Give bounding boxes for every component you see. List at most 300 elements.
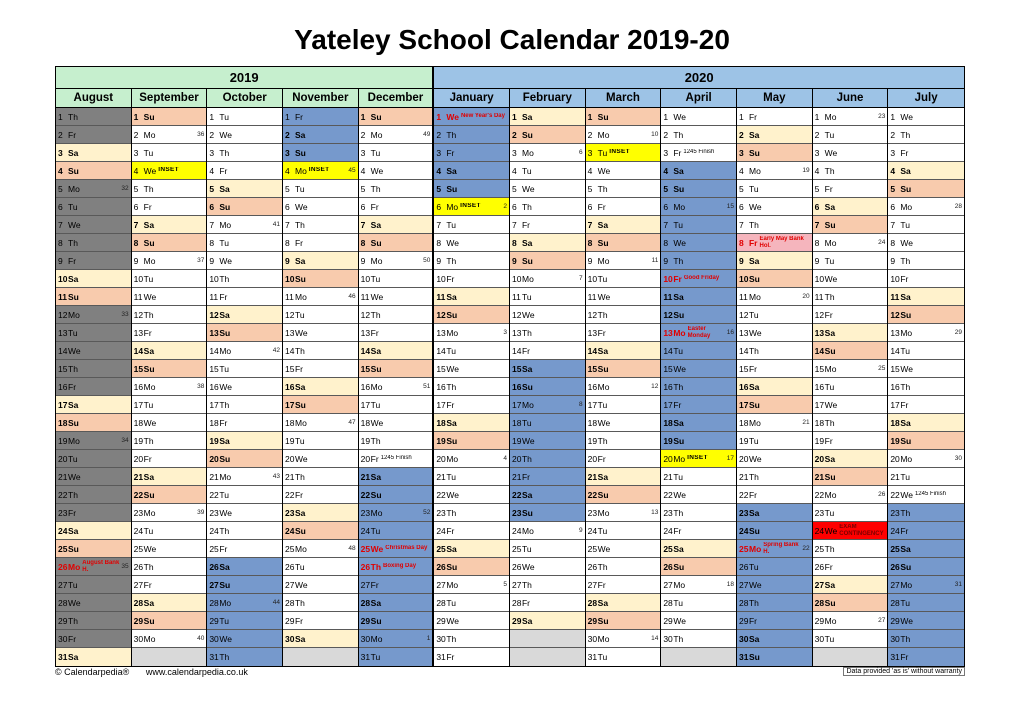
- weekday-abbrev: Su: [68, 291, 79, 302]
- weekday-abbrev: Fr: [294, 363, 304, 374]
- weekday-abbrev: Su: [294, 147, 306, 158]
- weekday-abbrev: Fr: [370, 327, 379, 338]
- day-number: 25: [738, 543, 749, 554]
- day-cell: [813, 342, 888, 360]
- weekday-abbrev: Th: [68, 489, 78, 500]
- day-cell: [510, 540, 585, 558]
- weekday-abbrev: Mo: [900, 579, 913, 590]
- weekday-abbrev: Th: [68, 363, 78, 374]
- day-cell: [510, 360, 585, 378]
- week-number: 43: [272, 473, 280, 480]
- weekday-abbrev: Th: [900, 255, 911, 266]
- day-number: 3: [738, 147, 744, 158]
- day-number: 12: [58, 309, 68, 320]
- day-cell: [434, 216, 509, 234]
- weekday-abbrev: Sa: [446, 291, 457, 302]
- weekday-abbrev: Su: [143, 111, 155, 122]
- day-number: 9: [738, 255, 744, 266]
- weekday-abbrev: Mo: [219, 471, 232, 482]
- day-number: 25: [360, 543, 371, 554]
- week-number: 37: [197, 257, 205, 264]
- day-cell: [207, 252, 282, 270]
- weekday-abbrev: Fr: [143, 201, 152, 212]
- day-cell: [56, 378, 131, 396]
- day-number: 10: [360, 273, 371, 284]
- weekday-abbrev: Th: [521, 327, 532, 338]
- day-cell: [283, 198, 358, 216]
- weekday-abbrev: Tu: [219, 237, 229, 248]
- day-number: 11: [436, 291, 446, 302]
- day-number: 14: [360, 345, 371, 356]
- day-cell: [56, 180, 131, 198]
- day-number: 7: [663, 219, 669, 230]
- day-number: 20: [511, 453, 522, 464]
- day-cell: [283, 288, 358, 306]
- weekday-abbrev: Sa: [900, 165, 911, 176]
- day-number: 29: [511, 615, 522, 626]
- day-number: 10: [436, 273, 446, 284]
- day-number: 29: [209, 615, 219, 626]
- day-number: 3: [814, 147, 820, 158]
- weekday-abbrev: Mo: [521, 147, 534, 158]
- day-number: 14: [587, 345, 598, 356]
- weekday-abbrev: Tu: [294, 309, 305, 320]
- month-header: November: [283, 89, 358, 108]
- day-number: 5: [284, 183, 290, 194]
- day-cell: [586, 126, 661, 144]
- week-number: 14: [651, 635, 659, 642]
- day-note: 1245 Finish: [380, 455, 412, 462]
- weekday-abbrev: Tu: [143, 525, 154, 536]
- day-number: 25: [890, 543, 900, 554]
- weekday-abbrev: We: [143, 291, 157, 302]
- day-cell: [586, 180, 661, 198]
- day-number: 10: [738, 273, 749, 284]
- week-number: 28: [954, 203, 962, 210]
- day-number: 23: [814, 507, 825, 518]
- day-number: 7: [890, 219, 896, 230]
- weekday-abbrev: Sa: [597, 597, 609, 608]
- day-number: 29: [58, 615, 68, 626]
- day-cell: [434, 486, 509, 504]
- weekday-abbrev: Fr: [748, 111, 758, 122]
- day-number: 5: [436, 183, 442, 194]
- day-number: 11: [890, 291, 900, 302]
- weekday-abbrev: Th: [748, 345, 759, 356]
- day-cell: [207, 414, 282, 432]
- weekday-abbrev: Th: [294, 219, 305, 230]
- day-number: 21: [133, 471, 144, 482]
- day-number: 24: [663, 525, 673, 536]
- day-cell: [661, 360, 736, 378]
- day-cell: [586, 216, 661, 234]
- weekday-abbrev: Tu: [294, 183, 305, 194]
- weekday-abbrev: Sa: [446, 165, 457, 176]
- day-number: 21: [284, 471, 295, 482]
- day-number: 5: [360, 183, 366, 194]
- week-number: 27: [878, 617, 886, 624]
- weekday-abbrev: Th: [900, 129, 911, 140]
- weekday-abbrev: Tu: [446, 219, 456, 230]
- day-number: 21: [58, 471, 68, 482]
- weekday-abbrev: Mo: [446, 201, 459, 212]
- weekday-abbrev: Fr: [900, 399, 909, 410]
- day-note: INSET: [158, 167, 179, 174]
- day-number: 6: [663, 201, 669, 212]
- weekday-abbrev: Sa: [219, 183, 230, 194]
- day-cell: [132, 342, 207, 360]
- week-number: 46: [348, 293, 356, 300]
- weekday-abbrev: Su: [521, 129, 533, 140]
- day-number: 5: [133, 183, 139, 194]
- weekday-abbrev: Tu: [748, 183, 759, 194]
- day-number: 25: [587, 543, 598, 554]
- day-cell: [661, 216, 736, 234]
- day-number: 21: [360, 471, 371, 482]
- weekday-abbrev: Fr: [900, 147, 909, 158]
- weekday-abbrev: Tu: [900, 471, 910, 482]
- weekday-abbrev: Th: [370, 435, 381, 446]
- weekday-abbrev: Tu: [68, 327, 78, 338]
- day-number: 28: [360, 597, 371, 608]
- day-number: 25: [209, 543, 219, 554]
- day-number: 3: [284, 147, 290, 158]
- week-number: 30: [954, 455, 962, 462]
- day-cell: [661, 576, 736, 594]
- day-number: 5: [738, 183, 744, 194]
- day-number: 21: [587, 471, 598, 482]
- day-cell: [586, 630, 661, 648]
- day-cell: [434, 288, 509, 306]
- week-number: 36: [197, 131, 205, 138]
- day-cell: [132, 630, 207, 648]
- weekday-abbrev: Tu: [597, 525, 608, 536]
- day-cell: [888, 414, 964, 432]
- day-number: 19: [58, 435, 68, 446]
- day-number: 18: [663, 417, 673, 428]
- weekday-abbrev: Su: [824, 471, 836, 482]
- weekday-abbrev: Tu: [446, 471, 456, 482]
- day-cell: [359, 396, 433, 414]
- weekday-abbrev: We: [673, 237, 686, 248]
- day-cell: [510, 234, 585, 252]
- day-cell: [207, 396, 282, 414]
- day-cell: [737, 432, 812, 450]
- day-number: 12: [890, 309, 900, 320]
- day-cell: [434, 180, 509, 198]
- weekday-abbrev: Su: [370, 111, 382, 122]
- day-number: 1: [436, 111, 442, 122]
- day-number: 27: [360, 579, 371, 590]
- day-cell: [510, 288, 585, 306]
- day-cell: [737, 612, 812, 630]
- week-number: 23: [878, 113, 886, 120]
- weekday-abbrev: We: [748, 201, 762, 212]
- weekday-abbrev: Fr: [824, 183, 833, 194]
- day-number: 31: [738, 652, 749, 662]
- day-number: 27: [58, 579, 68, 590]
- weekday-abbrev: Tu: [294, 435, 305, 446]
- day-number: 11: [587, 291, 597, 302]
- day-number: 16: [58, 381, 68, 392]
- day-cell: [661, 252, 736, 270]
- day-cell: [359, 612, 433, 630]
- week-number: 52: [423, 509, 431, 516]
- day-number: 21: [663, 471, 673, 482]
- disclaimer-text: Data provided 'as is' without warranty: [843, 667, 965, 676]
- day-number: 16: [284, 381, 295, 392]
- day-cell: [510, 414, 585, 432]
- day-number: 6: [890, 201, 896, 212]
- weekday-abbrev: Th: [219, 399, 230, 410]
- day-cell: [888, 504, 964, 522]
- day-number: 8: [360, 237, 366, 248]
- week-number: 32: [121, 185, 129, 192]
- weekday-abbrev: We: [68, 345, 81, 356]
- day-number: 12: [436, 309, 446, 320]
- day-cell: [283, 144, 358, 162]
- day-number: 27: [209, 579, 219, 590]
- day-cell: [586, 540, 661, 558]
- day-cell: [510, 126, 585, 144]
- weekday-abbrev: Fr: [446, 273, 455, 284]
- weekday-abbrev: Th: [900, 633, 911, 644]
- weekday-abbrev: Mo: [143, 633, 156, 644]
- day-number: 15: [436, 363, 446, 374]
- day-number: 20: [360, 453, 371, 464]
- day-number: 18: [738, 417, 749, 428]
- day-number: 16: [738, 381, 749, 392]
- weekday-abbrev: Mo: [824, 489, 837, 500]
- day-cell: [888, 198, 964, 216]
- weekday-abbrev: Tu: [824, 633, 835, 644]
- day-cell: [813, 648, 888, 666]
- weekday-abbrev: Sa: [521, 237, 533, 248]
- weekday-abbrev: Tu: [900, 219, 910, 230]
- day-cell: [661, 234, 736, 252]
- day-number: 11: [133, 291, 143, 302]
- weekday-abbrev: Sa: [673, 417, 684, 428]
- weekday-abbrev: Th: [521, 579, 532, 590]
- day-cell: [586, 504, 661, 522]
- day-number: 31: [58, 652, 68, 662]
- day-number: 17: [284, 399, 295, 410]
- month-column-april: [661, 89, 737, 666]
- weekday-abbrev: Su: [68, 165, 79, 176]
- weekday-abbrev: Mo: [824, 363, 837, 374]
- day-number: 23: [209, 507, 219, 518]
- weekday-abbrev: Su: [824, 345, 836, 356]
- weekday-abbrev: Su: [68, 543, 79, 554]
- week-number: 20: [802, 293, 810, 300]
- week-number: 39: [197, 509, 205, 516]
- weekday-abbrev: Su: [446, 561, 458, 572]
- day-number: 19: [511, 435, 522, 446]
- day-number: 20: [284, 453, 295, 464]
- day-cell: [737, 648, 812, 666]
- day-number: 3: [436, 147, 442, 158]
- weekday-abbrev: Tu: [673, 597, 683, 608]
- day-cell: [132, 252, 207, 270]
- day-cell: [207, 504, 282, 522]
- weekday-abbrev: Th: [294, 597, 305, 608]
- weekday-abbrev: Tu: [68, 201, 78, 212]
- day-number: 24: [436, 525, 446, 536]
- day-cell: [434, 522, 509, 540]
- day-cell: [132, 612, 207, 630]
- day-cell: [56, 108, 131, 126]
- day-note: New Year's Day: [460, 113, 505, 120]
- week-number: 21: [802, 419, 810, 426]
- day-cell: [132, 216, 207, 234]
- day-number: 14: [58, 345, 68, 356]
- day-cell: [888, 342, 964, 360]
- weekday-abbrev: Tu: [446, 345, 456, 356]
- day-cell: [586, 324, 661, 342]
- day-number: 26: [814, 561, 825, 572]
- day-number: 15: [360, 363, 371, 374]
- day-cell: [586, 468, 661, 486]
- week-number: 45: [348, 167, 356, 174]
- day-cell: [283, 594, 358, 612]
- day-note: August Bank H.: [82, 560, 120, 573]
- day-number: 18: [587, 417, 598, 428]
- day-number: 20: [663, 453, 673, 464]
- day-number: 13: [133, 327, 144, 338]
- day-number: 14: [663, 345, 673, 356]
- day-cell: [586, 270, 661, 288]
- weekday-abbrev: Su: [219, 579, 231, 590]
- day-cell: [283, 360, 358, 378]
- day-number: 27: [663, 579, 673, 590]
- day-cell: [207, 216, 282, 234]
- weekday-abbrev: We: [597, 417, 611, 428]
- day-cell: [132, 270, 207, 288]
- day-cell: [661, 126, 736, 144]
- day-number: 19: [663, 435, 673, 446]
- day-number: 8: [58, 237, 63, 248]
- day-cell: [283, 324, 358, 342]
- day-cell: [888, 270, 964, 288]
- weekday-abbrev: Mo: [446, 579, 459, 590]
- weekday-abbrev: Tu: [446, 597, 456, 608]
- day-number: 6: [511, 201, 517, 212]
- day-number: 10: [209, 273, 219, 284]
- day-number: 26: [436, 561, 446, 572]
- day-number: 21: [511, 471, 522, 482]
- month-grid: [56, 89, 964, 666]
- weekday-abbrev: Tu: [521, 165, 532, 176]
- day-number: 23: [58, 507, 68, 518]
- day-number: 9: [284, 255, 290, 266]
- day-cell: [813, 360, 888, 378]
- day-cell: [56, 468, 131, 486]
- day-number: 20: [209, 453, 219, 464]
- day-cell: [586, 558, 661, 576]
- week-number: 42: [272, 347, 280, 354]
- day-cell: [661, 144, 736, 162]
- day-cell: [813, 486, 888, 504]
- day-number: 19: [587, 435, 598, 446]
- day-number: 17: [890, 399, 900, 410]
- day-number: 10: [663, 273, 673, 284]
- day-cell: [813, 396, 888, 414]
- weekday-abbrev: Sa: [68, 273, 79, 284]
- weekday-abbrev: Tu: [68, 579, 78, 590]
- day-number: 17: [738, 399, 749, 410]
- day-number: 11: [663, 291, 673, 302]
- month-header: April: [661, 89, 736, 108]
- weekday-abbrev: Su: [143, 237, 155, 248]
- day-cell: [888, 360, 964, 378]
- weekday-abbrev: Th: [597, 183, 608, 194]
- week-number: 3: [503, 329, 507, 336]
- weekday-abbrev: Tu: [68, 453, 78, 464]
- day-cell: [813, 612, 888, 630]
- day-cell: [56, 630, 131, 648]
- day-cell: [661, 468, 736, 486]
- weekday-abbrev: Fr: [597, 201, 606, 212]
- day-cell: [586, 594, 661, 612]
- weekday-abbrev: Tu: [900, 597, 910, 608]
- day-cell: [132, 162, 207, 180]
- day-cell: [132, 468, 207, 486]
- day-number: 6: [814, 201, 820, 212]
- day-cell: [737, 504, 812, 522]
- day-number: 10: [587, 273, 598, 284]
- weekday-abbrev: Mo: [294, 417, 307, 428]
- day-number: 15: [133, 363, 144, 374]
- day-cell: [207, 576, 282, 594]
- weekday-abbrev: We: [521, 561, 535, 572]
- day-number: 2: [814, 129, 820, 140]
- day-number: 25: [663, 543, 673, 554]
- weekday-abbrev: Sa: [294, 507, 306, 518]
- day-cell: [510, 216, 585, 234]
- day-cell: [56, 144, 131, 162]
- day-number: 15: [587, 363, 598, 374]
- day-number: 20: [738, 453, 749, 464]
- weekday-abbrev: Su: [219, 327, 231, 338]
- site-link[interactable]: www.calendarpedia.co.uk: [145, 667, 248, 677]
- weekday-abbrev: Su: [597, 489, 609, 500]
- week-number: 9: [579, 527, 583, 534]
- day-number: 18: [360, 417, 371, 428]
- day-cell: [56, 162, 131, 180]
- day-number: 12: [284, 309, 295, 320]
- weekday-abbrev: Su: [597, 363, 609, 374]
- day-number: 14: [284, 345, 295, 356]
- weekday-abbrev: Sa: [597, 471, 609, 482]
- weekday-abbrev: Fr: [370, 579, 379, 590]
- day-cell: [359, 360, 433, 378]
- day-cell: [283, 126, 358, 144]
- day-number: 28: [58, 597, 68, 608]
- day-number: 11: [360, 291, 370, 302]
- weekday-abbrev: Su: [446, 183, 458, 194]
- day-number: 24: [511, 525, 522, 536]
- day-cell: [359, 162, 433, 180]
- day-number: 1: [511, 111, 517, 122]
- day-cell: [283, 414, 358, 432]
- day-cell: [207, 234, 282, 252]
- day-number: 4: [511, 165, 517, 176]
- weekday-abbrev: Tu: [143, 273, 154, 284]
- weekday-abbrev: Sa: [219, 309, 230, 320]
- day-cell: [737, 378, 812, 396]
- day-cell: [132, 594, 207, 612]
- day-number: 8: [663, 237, 669, 248]
